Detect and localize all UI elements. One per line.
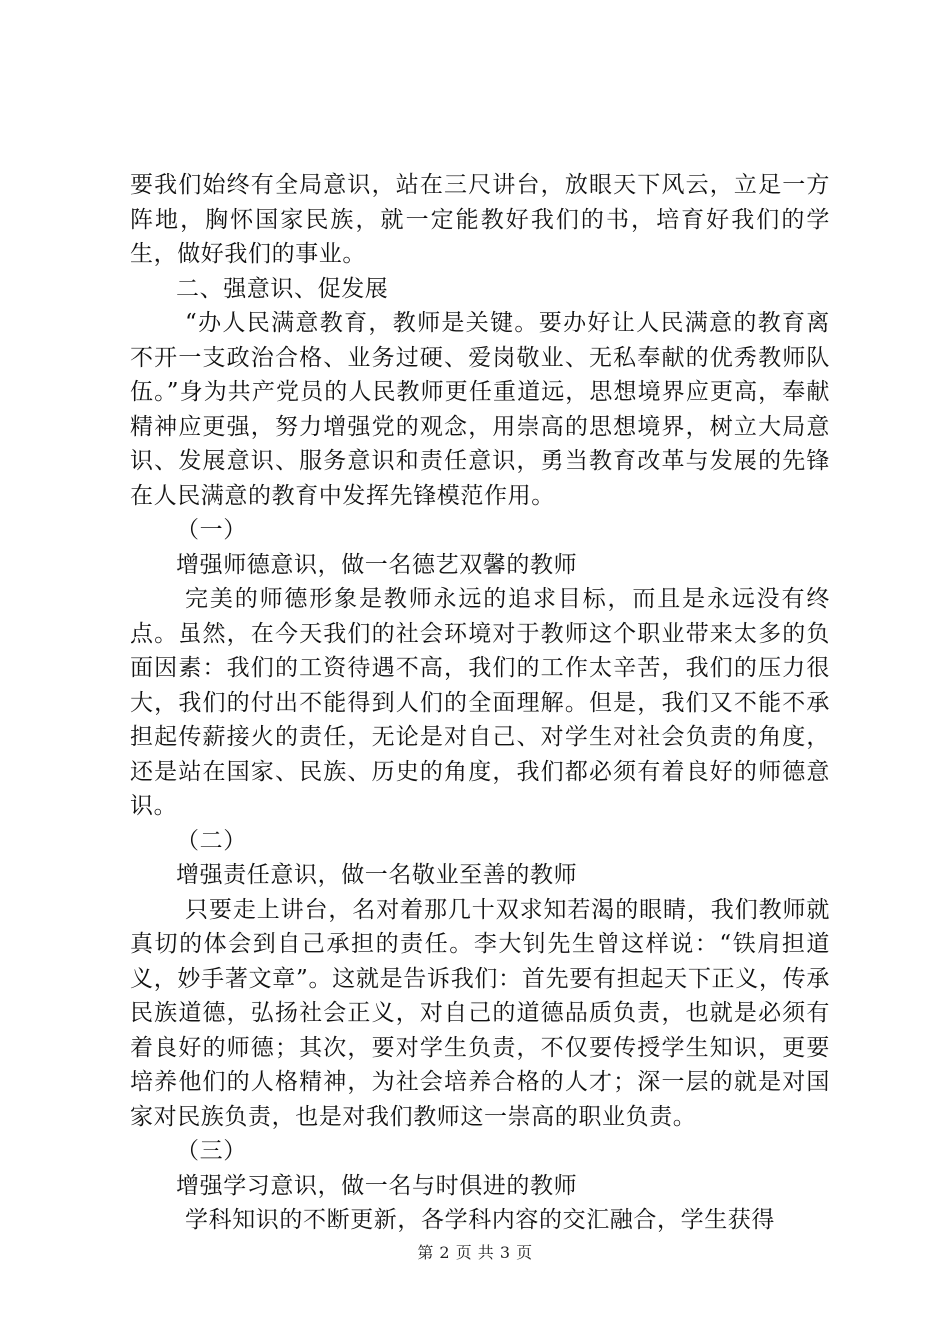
paragraph-quote: “办人民满意教育，教师是关键。要办好让人民满意的教育离不开一支政治合格、业务过硬、爱岗敬业、无私奉献的优秀教师队伍。”身为共产党员的人民教师更任重道远，思想境界应更高，奉献精神应更强，努力增强党的观念，用崇高的思想境界，树立大局意识、发展意识、服务意识和责任意识，勇当教育改革与发展的先锋在人民满意的教育中发挥先锋模范作用。 — [130, 310, 830, 509]
document-body — [130, 168, 830, 1238]
subsection-number-2: （二） — [176, 827, 247, 854]
subsection-number-1: （一） — [176, 517, 247, 543]
page-footer: 第 2 页 共 3 页 — [417, 1243, 533, 1262]
paragraph-learning: 学科知识的不断更新，各学科内容的交汇融合，学生获得 — [185, 1207, 775, 1233]
subsection-title-2: 增强责任意识，做一名敬业至善的教师 — [176, 862, 578, 888]
paragraph-ethics: 完美的师德形象是教师永远的追求目标，而且是永远没有终点。虽然，在今天我们的社会环境对于教师这个职业带来太多的负面因素：我们的工资待遇不高，我们的工作太辛苦，我们的压力很大，我们的付出不能得到人们的全面理解。但是，我们又不能不承担起传薪接火的责任，无论是对自己、对学生对社会负责的角度，还是站在国家、民族、历史的角度，我们都必须有着良好的师德意识。 — [130, 586, 830, 819]
paragraph-continuation: 要我们始终有全局意识，站在三尺讲台，放眼天下风云，立足一方阵地，胸怀国家民族，就一定能教好我们的书，培育好我们的学生，做好我们的事业。 — [130, 172, 830, 267]
paragraph-responsibility: 只要走上讲台，名对着那几十双求知若渴的眼睛，我们教师就真切的体会到自己承担的责任。李大钊先生曾这样说：“铁肩担道义，妙手著文章”。这就是告诉我们：首先要有担起天下正义，传承民族道德，弘扬社会正义，对自己的道德品质负责，也就是必须有着良好的师德；其次，要对学生负责，不仅要传授学生知识，更要培养他们的人格精神，为社会培养合格的人才；深一层的就是对国家对民族负责，也是对我们教师这一崇高的职业负责。 — [130, 896, 830, 1130]
subsection-number-3: （三） — [176, 1138, 247, 1164]
subsection-title-1: 增强师德意识，做一名德艺双馨的教师 — [176, 551, 578, 578]
section-heading: 二、强意识、促发展 — [176, 275, 389, 302]
subsection-title-3: 增强学习意识，做一名与时俱进的教师 — [176, 1172, 578, 1199]
